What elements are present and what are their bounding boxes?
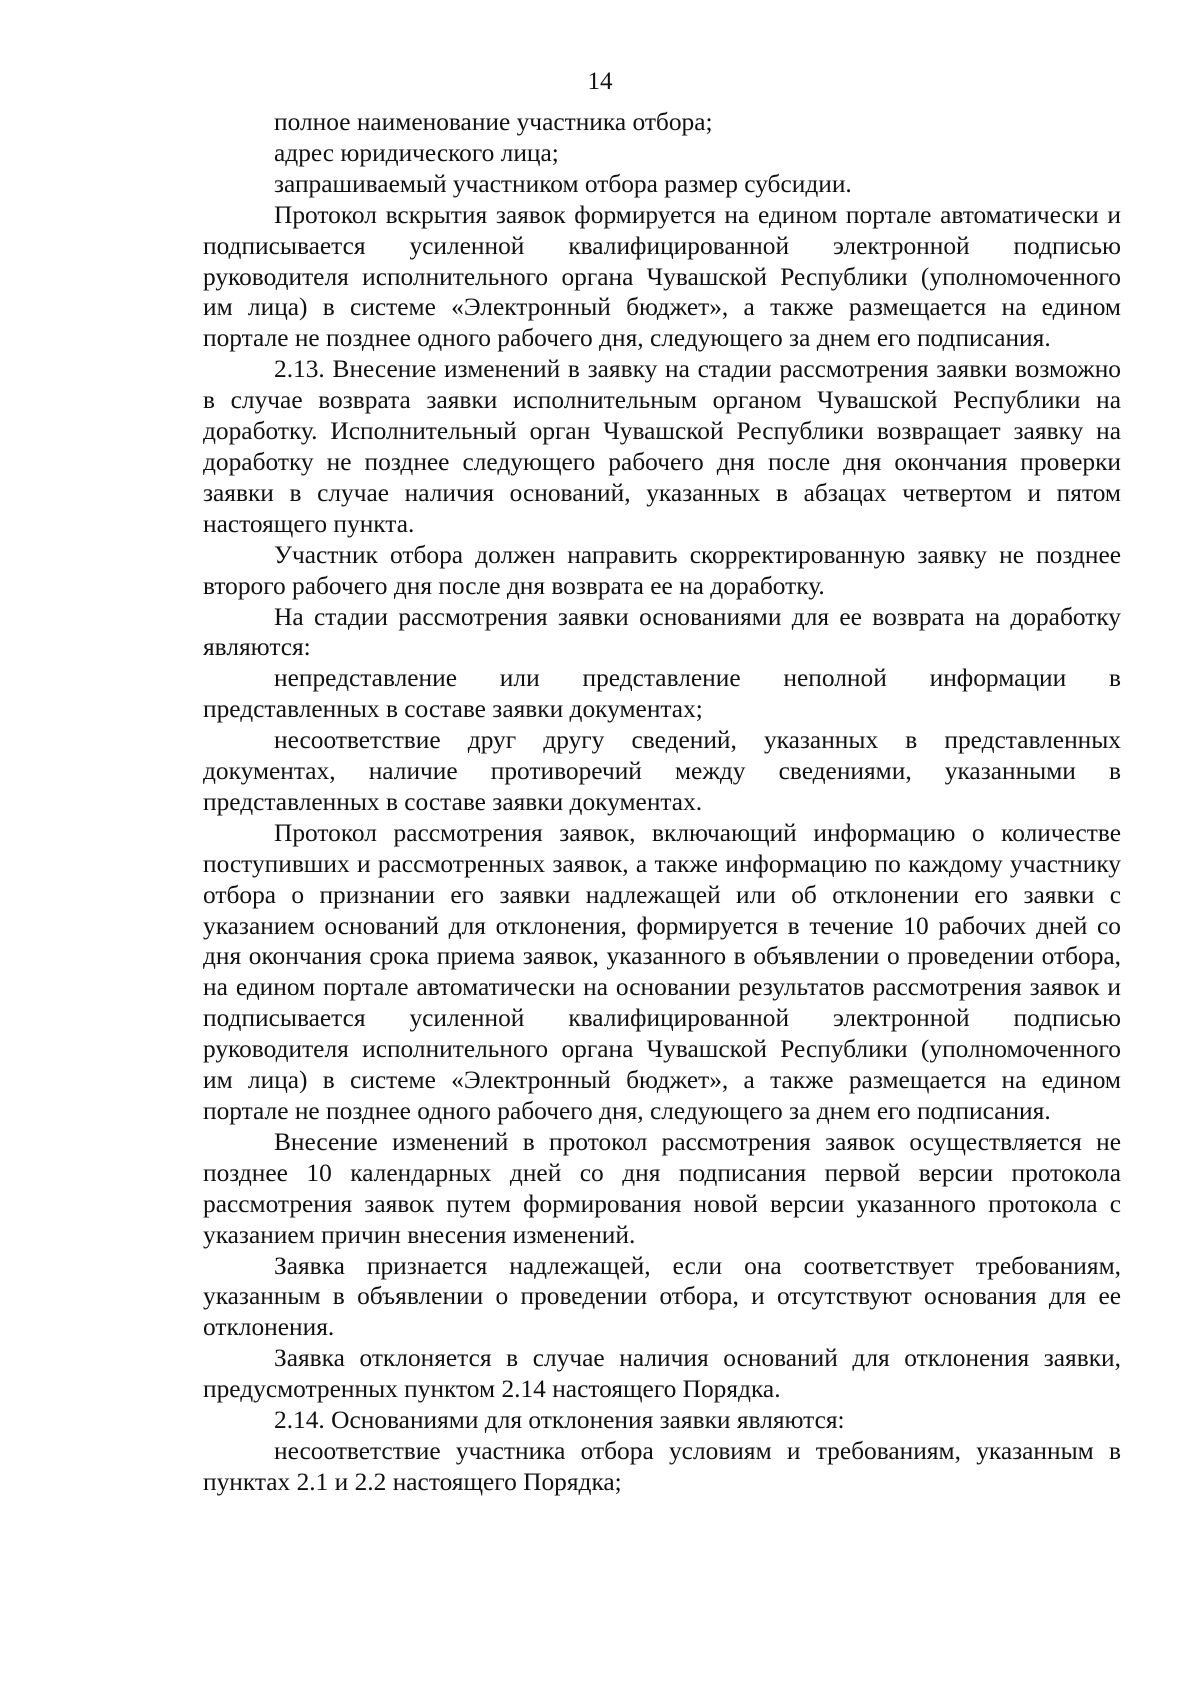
paragraph: Протокол вскрытия заявок формируется на едином портале автоматически и подписывается усиленной квалифицированной электронной подписью руководителя исполнительного органа Чувашской Республики (уполномоченного им лица) в системе «Электронный бюджет», а также размещается на едином портале не позднее одного рабочего дня, следующего за днем его подписания. xyxy=(203,200,1121,353)
paragraph: Протокол рассмотрения заявок, включающий информацию о количестве поступивших и рассмотренных заявок, а также информацию по каждому участнику отбора о признании его заявки надлежащей или об отклонении его заявки с указанием оснований для отклонения, формируется в течение 10 рабочих дней со дня окончания срока приема заявок, указанного в объявлении о проведении отбора, на едином портале автоматически на основании результатов рассмотрения заявок и подписывается усиленной квалифицированной электронной подписью руководителя исполнительного органа Чувашской Республики (уполномоченного им лица) в системе «Электронный бюджет», а также размещается на едином портале не позднее одного рабочего дня, следующего за днем его подписания. xyxy=(203,818,1121,1125)
paragraph: На стадии рассмотрения заявки основаниями для ее возврата на доработку являются: xyxy=(203,602,1121,662)
page-number: 14 xyxy=(587,68,613,95)
paragraph: Заявка отклоняется в случае наличия оснований для отклонения заявки, предусмотренных пунктом 2.14 настоящего Порядка. xyxy=(203,1344,1121,1404)
paragraph: полное наименование участника отбора; xyxy=(274,108,713,136)
paragraph: несоответствие друг другу сведений, указанных в представленных документах, наличие противоречий между сведениями, указанными в представленных в составе заявки документах. xyxy=(203,726,1121,816)
paragraph: 2.13. Внесение изменений в заявку на стадии рассмотрения заявки возможно в случае возврата заявки исполнительным органом Чувашской Республики на доработку. Исполнительный орган Чувашской Республики возвращает заявку на доработку не позднее следующего рабочего дня после дня окончания проверки заявки в случае наличия оснований, указанных в абзацах четвертом и пятом настоящего пункта. xyxy=(203,355,1121,538)
paragraph: запрашиваемый участником отбора размер субсидии. xyxy=(274,169,852,198)
paragraph: Участник отбора должен направить скорректированную заявку не позднее второго рабочего дня после дня возврата ее на доработку. xyxy=(203,540,1121,600)
paragraph: Внесение изменений в протокол рассмотрения заявок осуществляется не позднее 10 календарных дней со дня подписания первой версии протокола рассмотрения заявок путем формирования новой версии указанного протокола с указанием причин внесения изменений. xyxy=(203,1127,1121,1249)
paragraph: адрес юридического лица; xyxy=(274,138,559,167)
document-body xyxy=(203,107,1121,1498)
paragraph: несоответствие участника отбора условиям и требованиям, указанным в пунктах 2.1 и 2.2 настоящего Порядка; xyxy=(203,1436,1121,1496)
paragraph: 2.14. Основаниями для отклонения заявки являются: xyxy=(274,1406,845,1435)
paragraph: непредставление или представление неполной информации в представленных в составе заявки документах; xyxy=(203,664,1121,724)
paragraph: Заявка признается надлежащей, если она соответствует требованиям, указанным в объявлении о проведении отбора, и отсутствуют основания для ее отклонения. xyxy=(203,1251,1121,1342)
